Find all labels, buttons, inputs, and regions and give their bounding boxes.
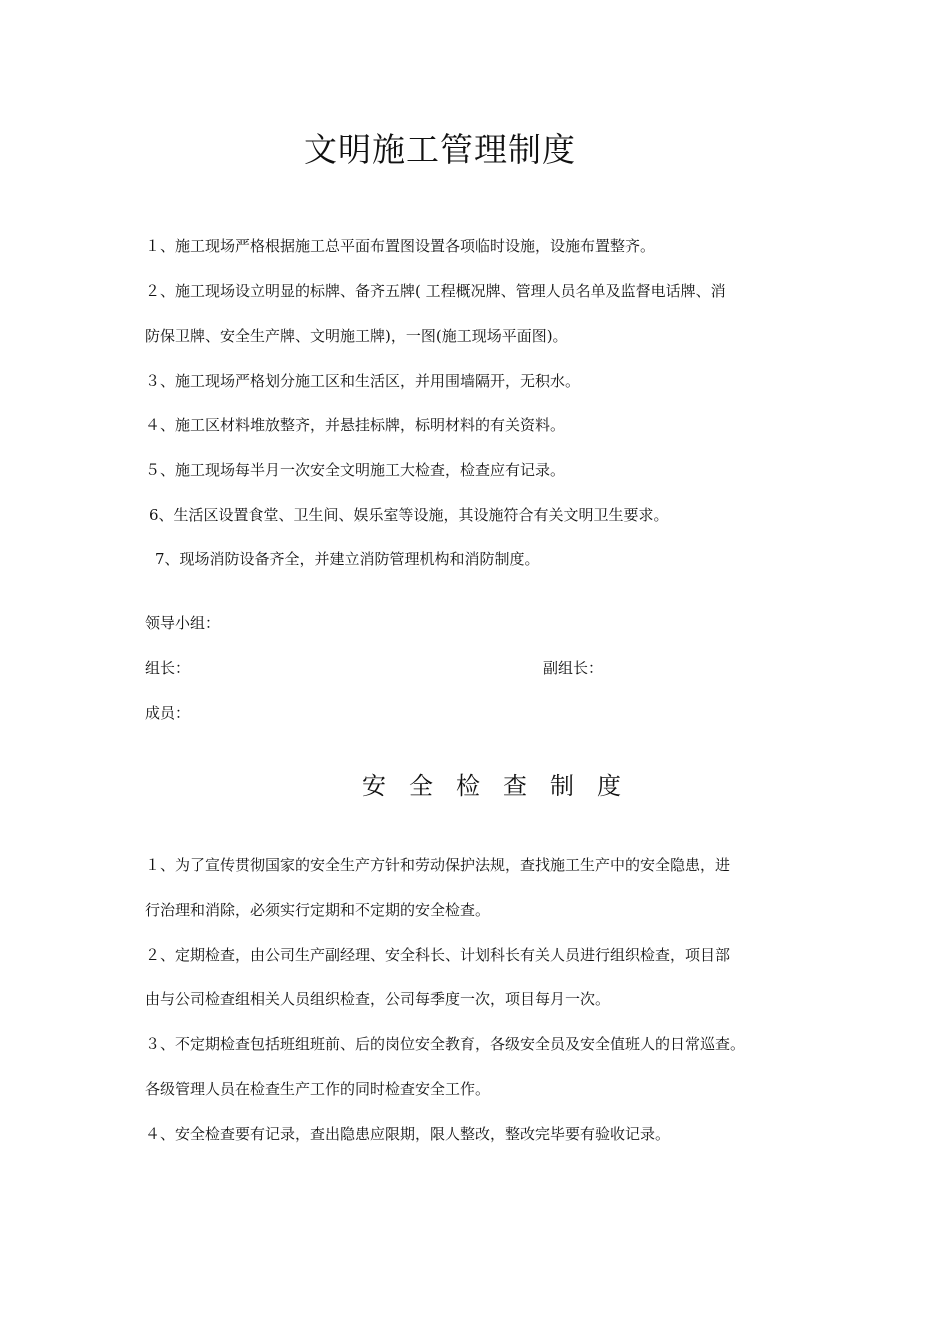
rule-item-6: 6、生活区设置食堂、卫生间、娱乐室等设施，其设施符合有关文明卫生要求。 <box>149 506 669 524</box>
leadership-group-label: 领导小组： <box>145 614 221 632</box>
rule-item-2-continued: 防保卫牌、安全生产牌、文明施工牌)，一图(施工现场平面图)。 <box>145 327 568 345</box>
inspection-item-1-continued: 行治理和消除，必须实行定期和不定期的安全检查。 <box>145 901 491 919</box>
inspection-item-4: ４、安全检查要有记录，查出隐患应限期，限人整改，整改完毕要有验收记录。 <box>145 1125 671 1143</box>
page-title: 文明施工管理制度 <box>304 130 576 169</box>
rule-item-5: ５、施工现场每半月一次安全文明施工大检查，检查应有记录。 <box>145 461 566 479</box>
members-label: 成员： <box>145 704 191 722</box>
rule-item-1: １、施工现场严格根据施工总平面布置图设置各项临时设施，设施布置整齐。 <box>145 237 656 255</box>
rule-item-3: ３、施工现场严格划分施工区和生活区，并用围墙隔开，无积水。 <box>145 372 581 390</box>
inspection-item-3: ３、不定期检查包括班组班前、后的岗位安全教育，各级安全员及安全值班人的日常巡查。 <box>145 1035 746 1053</box>
inspection-item-2-continued: 由与公司检查组相关人员组织检查，公司每季度一次，项目每月一次。 <box>145 990 611 1008</box>
section-title: 安全检查制度 <box>362 772 644 800</box>
inspection-item-1: １、为了宣传贯彻国家的安全生产方针和劳动保护法规，查找施工生产中的安全隐患，进 <box>145 856 731 874</box>
rule-item-7: 7、现场消防设备齐全，并建立消防管理机构和消防制度。 <box>155 550 540 568</box>
inspection-item-3-continued: 各级管理人员在检查生产工作的同时检查安全工作。 <box>145 1080 491 1098</box>
leader-label: 组长： <box>145 659 191 677</box>
rule-item-2: ２、施工现场设立明显的标牌、备齐五牌( 工程概况牌、管理人员名单及监督电话牌、消 <box>145 282 726 300</box>
deputy-leader-label: 副组长： <box>543 659 604 677</box>
rule-item-4: ４、施工区材料堆放整齐，并悬挂标牌，标明材料的有关资料。 <box>145 416 566 434</box>
inspection-item-2: ２、定期检查，由公司生产副经理、安全科长、计划科长有关人员进行组织检查，项目部 <box>145 946 731 964</box>
